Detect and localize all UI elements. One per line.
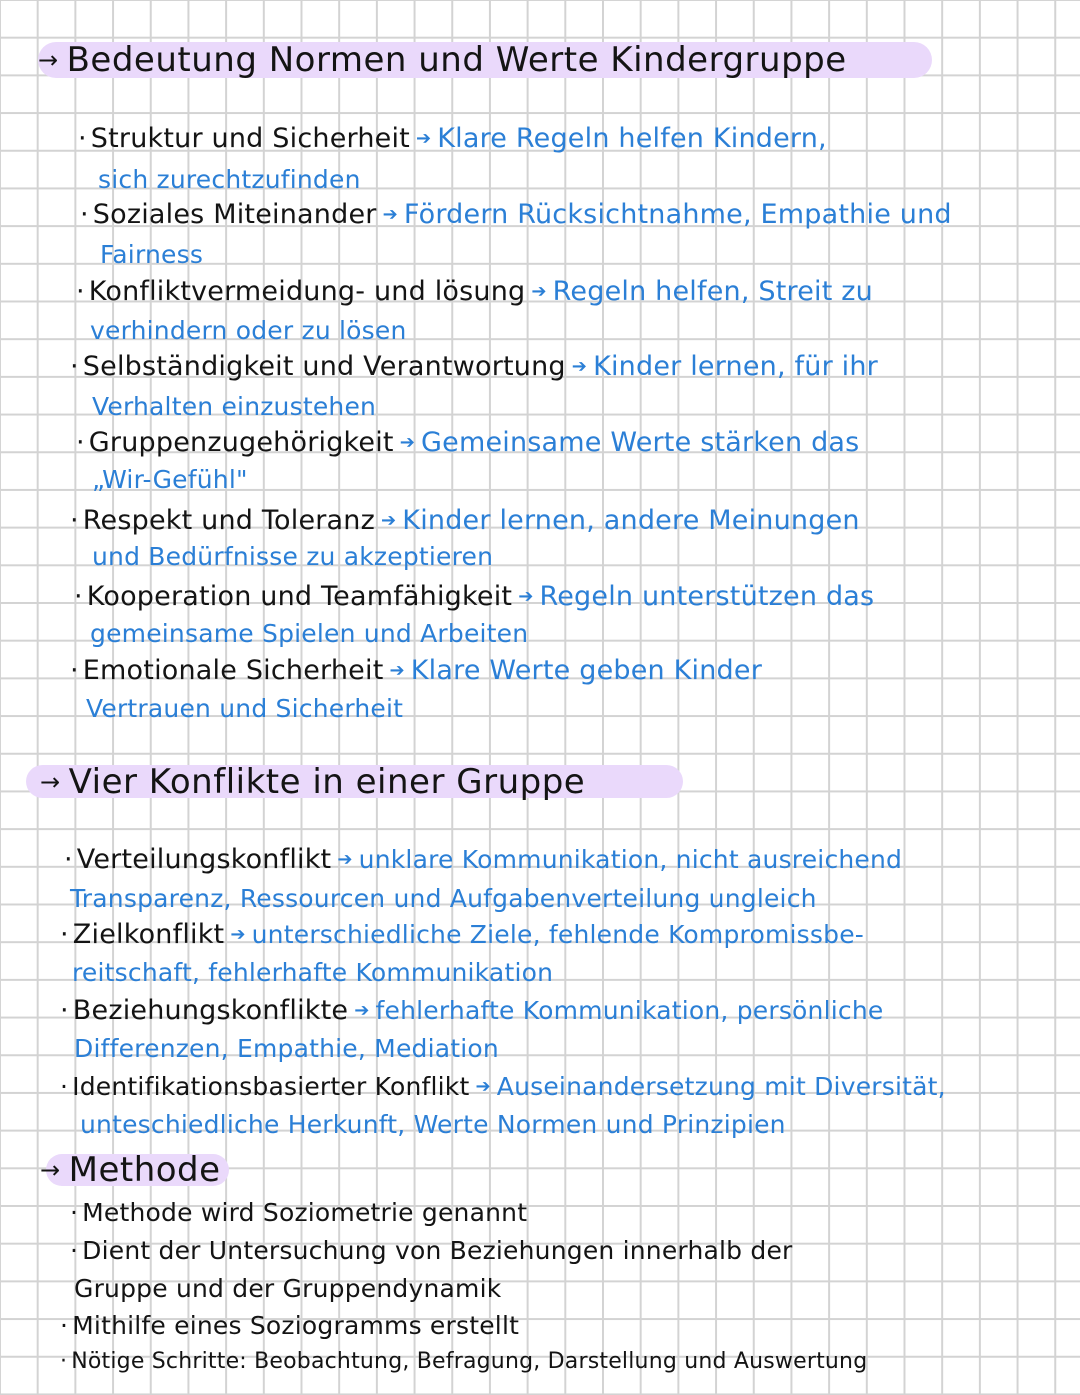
arrow-right-icon: ➔ <box>389 660 405 681</box>
section-heading-methode <box>40 1150 221 1190</box>
list-item <box>76 275 873 309</box>
item-text: Methode wird Soziometrie genannt <box>82 1198 528 1227</box>
item-description: Kinder lernen, andere Meinungen <box>402 505 860 536</box>
arrow-right-icon: ➔ <box>382 204 398 225</box>
item-text: Dient der Untersuchung von Beziehungen innerhalb der <box>82 1236 793 1265</box>
bullet-icon: · <box>60 1072 69 1101</box>
item-description-continued: sich zurechtzufinden <box>98 165 361 194</box>
list-item <box>70 1196 527 1230</box>
heading-text: Vier Konflikte in einer Gruppe <box>68 762 586 802</box>
bullet-icon: · <box>64 844 73 875</box>
item-term: Struktur und Sicherheit <box>90 123 410 154</box>
list-item <box>70 504 860 538</box>
bullet-icon: · <box>60 1349 68 1374</box>
bullet-icon: · <box>60 1311 69 1340</box>
arrow-right-icon: ➔ <box>475 1076 491 1097</box>
item-term: Selbständigkeit und Verantwortung <box>82 351 566 382</box>
bullet-icon: · <box>70 351 79 382</box>
list-item <box>60 1070 946 1104</box>
arrow-right-icon: ➔ <box>230 924 246 945</box>
item-description: unterschiedliche Ziele, fehlende Kompromissbe- <box>251 920 864 949</box>
item-term: Konfliktvermeidung- und lösung <box>88 276 526 307</box>
list-item <box>78 122 827 156</box>
section-heading-normen-werte <box>38 40 847 80</box>
bullet-icon: · <box>76 427 85 458</box>
list-item <box>60 918 864 952</box>
bullet-icon: · <box>74 581 83 612</box>
list-item <box>64 843 902 877</box>
arrow-right-icon: → <box>40 768 61 796</box>
arrow-right-icon: ➔ <box>415 128 432 149</box>
arrow-right-icon: → <box>40 1156 61 1184</box>
list-item <box>60 1345 867 1379</box>
list-item <box>60 994 883 1028</box>
arrow-right-icon: ➔ <box>337 849 353 870</box>
item-description-continued: „Wir-Gefühl" <box>92 465 248 494</box>
item-description: Klare Regeln helfen Kindern, <box>437 123 827 154</box>
bullet-icon: · <box>70 505 79 536</box>
bullet-icon: · <box>78 123 87 154</box>
item-term: Beziehungskonflikte <box>72 995 349 1026</box>
item-term: Gruppenzugehörigkeit <box>88 427 394 458</box>
item-text: Mithilfe eines Soziogramms erstellt <box>72 1311 520 1340</box>
item-description-continued: Differenzen, Empathie, Mediation <box>74 1034 499 1063</box>
item-text: Nötige Schritte: Beobachtung, Befragung, Darstellung und Auswertung <box>71 1349 868 1374</box>
bullet-icon: · <box>80 199 89 230</box>
arrow-right-icon: ➔ <box>381 510 397 531</box>
bullet-icon: · <box>70 655 79 686</box>
item-description: Fördern Rücksichtnahme, Empathie und <box>403 199 952 230</box>
arrow-right-icon: ➔ <box>399 432 416 453</box>
heading-text: Bedeutung Normen und Werte Kindergruppe <box>66 40 847 80</box>
arrow-right-icon: ➔ <box>354 1000 370 1021</box>
item-description: Regeln unterstützen das <box>539 581 875 612</box>
bullet-icon: · <box>76 276 85 307</box>
item-description: Klare Werte geben Kinder <box>410 655 763 686</box>
list-item <box>80 198 952 232</box>
arrow-right-icon: ➔ <box>571 356 588 377</box>
item-description-continued: gemeinsame Spielen und Arbeiten <box>90 619 529 648</box>
item-description-continued: Transparenz, Ressourcen und Aufgabenverteilung ungleich <box>70 884 817 913</box>
arrow-right-icon: ➔ <box>531 281 547 302</box>
item-term: Emotionale Sicherheit <box>82 655 384 686</box>
bullet-icon: · <box>70 1198 79 1227</box>
item-text-continued: Gruppe und der Gruppendynamik <box>74 1274 502 1303</box>
item-term: Identifikationsbasierter Konflikt <box>72 1072 470 1101</box>
bullet-icon: · <box>70 1236 79 1265</box>
item-description: unklare Kommunikation, nicht ausreichend <box>358 845 903 874</box>
item-term: Zielkonflikt <box>72 919 225 950</box>
item-description: Auseinandersetzung mit Diversität, <box>496 1072 946 1101</box>
item-description-continued: reitschaft, fehlerhafte Kommunikation <box>72 958 554 987</box>
item-term: Soziales Miteinander <box>92 199 377 230</box>
item-description-continued: Vertrauen und Sicherheit <box>86 694 404 723</box>
item-description-continued: verhindern oder zu lösen <box>90 316 407 345</box>
arrow-right-icon: ➔ <box>518 586 534 607</box>
list-item <box>60 1309 519 1343</box>
section-heading-konflikte <box>40 762 585 802</box>
item-term: Kooperation und Teamfähigkeit <box>86 581 513 612</box>
list-item <box>74 580 874 614</box>
item-description-continued: Verhalten einzustehen <box>92 392 377 421</box>
item-description: Gemeinsame Werte stärken das <box>421 427 860 458</box>
item-description-continued: unteschiedliche Herkunft, Werte Normen und Prinzipien <box>80 1110 786 1139</box>
item-term: Verteilungskonflikt <box>76 844 332 875</box>
arrow-right-icon: → <box>38 46 59 74</box>
list-item <box>70 654 762 688</box>
list-item <box>70 1234 793 1268</box>
item-description-continued: und Bedürfnisse zu akzeptieren <box>92 542 494 571</box>
list-item <box>76 426 859 460</box>
item-description: Regeln helfen, Streit zu <box>552 276 873 307</box>
heading-text: Methode <box>68 1150 221 1190</box>
bullet-icon: · <box>60 995 69 1026</box>
item-description: fehlerhafte Kommunikation, persönliche <box>375 996 884 1025</box>
item-description: Kinder lernen, für ihr <box>593 351 878 382</box>
list-item <box>70 350 878 384</box>
item-description-continued: Fairness <box>100 240 204 269</box>
item-term: Respekt und Toleranz <box>82 505 375 536</box>
bullet-icon: · <box>60 919 69 950</box>
